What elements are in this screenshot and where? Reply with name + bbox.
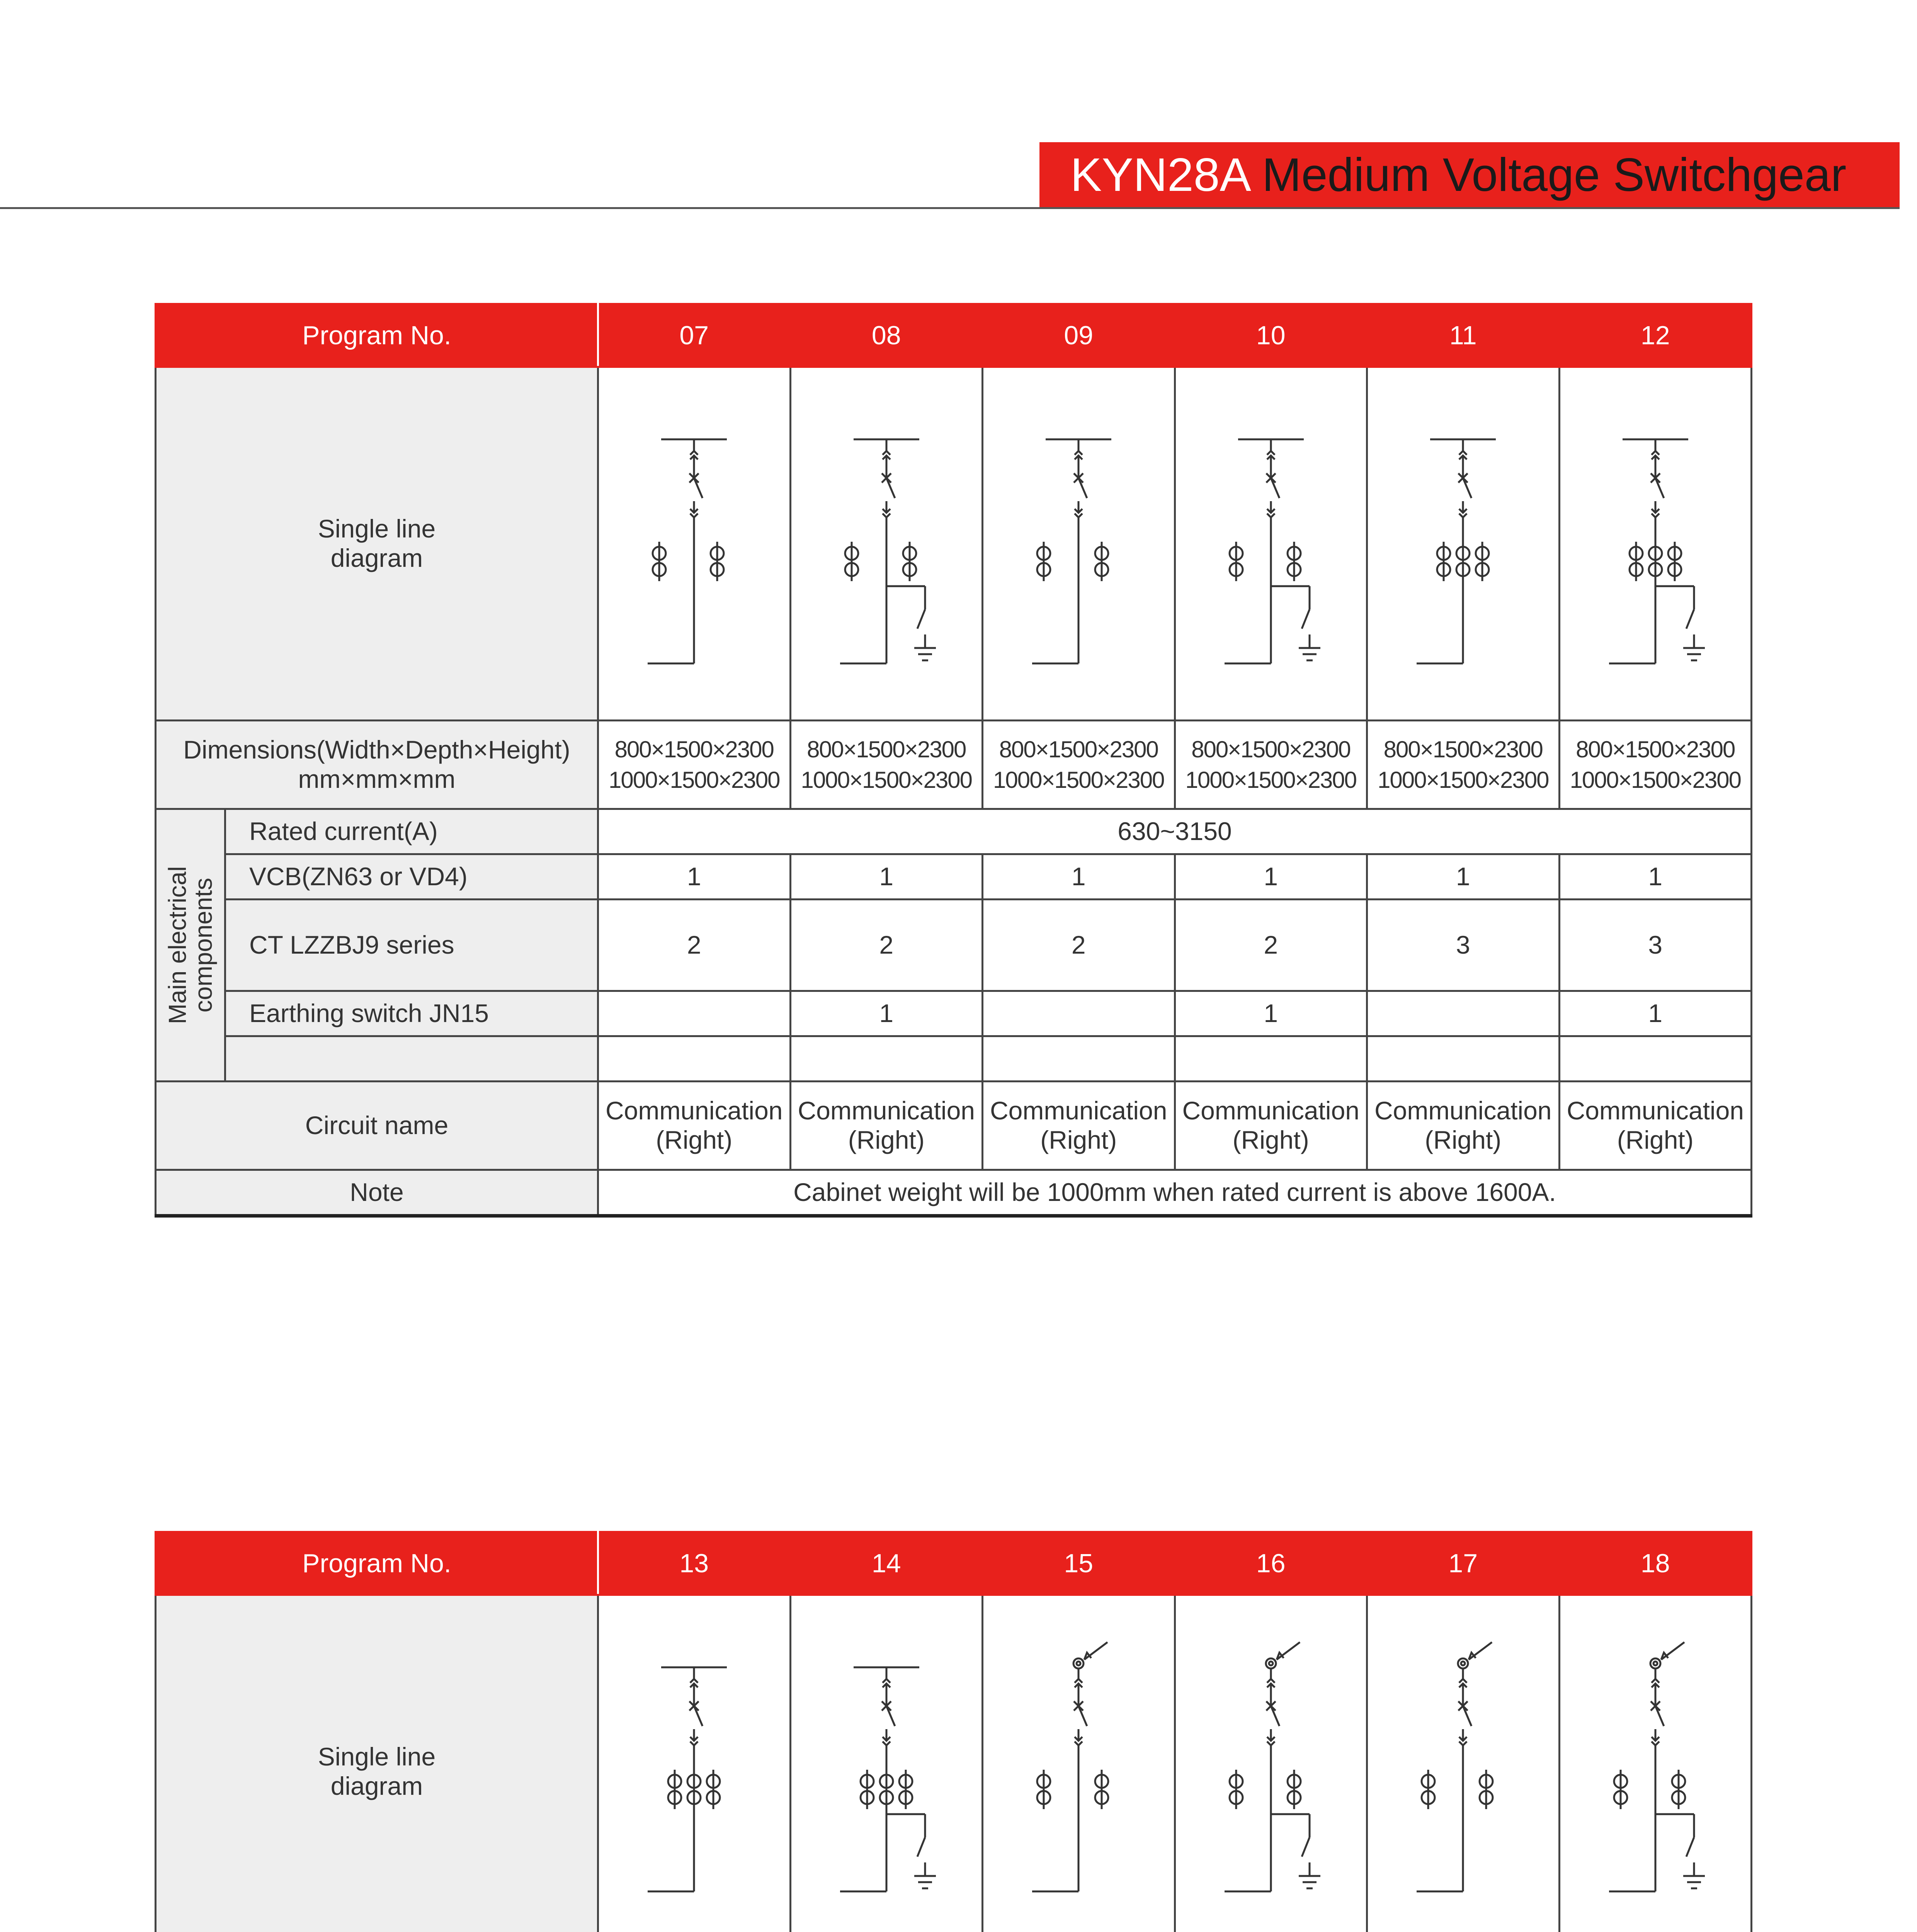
earthing-switch-value: 1: [1175, 991, 1367, 1036]
program-number: 18: [1559, 1532, 1752, 1595]
earthing-switch-icon: [1686, 609, 1694, 629]
earthing-switch-label: Earthing switch JN15: [225, 991, 598, 1036]
earthing-switch-value: 1: [790, 991, 983, 1036]
diagram-cell: [1175, 367, 1367, 721]
ct-label: CT LZZBJ9 series: [225, 900, 598, 991]
ct-value: 2: [598, 900, 791, 991]
spec-table-2: [155, 1531, 1750, 1932]
single-line-diagram: [821, 397, 952, 690]
dimensions-text: 1000×1500×2300: [993, 767, 1164, 793]
vcb-value: 1: [1559, 854, 1752, 900]
empty-cell: [1367, 1036, 1560, 1082]
dimensions-text: 1000×1500×2300: [1185, 767, 1356, 793]
program-number: 16: [1175, 1532, 1367, 1595]
program-no-header: Program No.: [156, 1532, 598, 1595]
model-name: KYN28A: [1070, 148, 1251, 201]
vcb-label: VCB(ZN63 or VD4): [225, 854, 598, 900]
dimensions-text: 800×1500×2300: [614, 736, 774, 762]
circuit-name-value: [1559, 1082, 1752, 1170]
circuit-name-text: (Right): [1617, 1126, 1694, 1154]
single-line-diagram: [628, 397, 760, 690]
program-number: 12: [1559, 304, 1752, 367]
circuit-name-text: (Right): [1232, 1126, 1309, 1154]
circuit-name-value: [1175, 1082, 1367, 1170]
earthing-switch-value: [1367, 991, 1560, 1036]
circuit-name-value: [1367, 1082, 1560, 1170]
earthing-switch-value: 1: [1559, 991, 1752, 1036]
rated-current-label: Rated current(A): [225, 809, 598, 854]
single-line-diagram: [628, 1625, 760, 1918]
circuit-name-text: Communication: [990, 1096, 1167, 1125]
group-label-text: Main electrical: [163, 866, 191, 1024]
circuit-name-text: Communication: [1374, 1096, 1552, 1125]
diagram-cell: [1367, 367, 1560, 721]
dimensions-value: [1559, 721, 1752, 809]
single-line-diagram: [1205, 397, 1337, 690]
header-banner: [1039, 142, 1900, 207]
spec-table-grid: [155, 1531, 1752, 1932]
circuit-name-text: Communication: [798, 1096, 975, 1125]
circuit-name-text: (Right): [848, 1126, 925, 1154]
circuit-name-value: [598, 1082, 791, 1170]
group-label-text: components: [189, 878, 217, 1013]
ct-value: 2: [1175, 900, 1367, 991]
diagram-cell: [1559, 1595, 1752, 1932]
program-number: 11: [1367, 304, 1560, 367]
single-line-diagram: [1590, 397, 1721, 690]
vcb-value: 1: [790, 854, 983, 900]
earthing-switch-icon: [1302, 1837, 1310, 1857]
circuit-name-text: Communication: [1182, 1096, 1360, 1125]
diagram-cell: [790, 1595, 983, 1932]
single-line-label-text: Single line: [318, 514, 436, 543]
dimensions-label: [156, 721, 598, 809]
circuit-name-text: Communication: [1567, 1096, 1744, 1125]
program-number: 10: [1175, 304, 1367, 367]
program-number: 15: [983, 1532, 1175, 1595]
cable-head-icon: [1077, 1662, 1080, 1665]
single-line-label: [156, 367, 598, 721]
earthing-switch-icon: [917, 609, 925, 629]
program-number: 17: [1367, 1532, 1560, 1595]
program-number: 14: [790, 1532, 983, 1595]
single-line-label-text: diagram: [330, 1772, 423, 1800]
page-title: Medium Voltage Switchgear: [1262, 148, 1847, 201]
circuit-name-text: (Right): [1040, 1126, 1117, 1154]
program-no-header: Program No.: [156, 304, 598, 367]
note-value: Cabinet weight will be 1000mm when rated current is above 1600A.: [598, 1170, 1752, 1216]
cable-head-icon: [1650, 1658, 1660, 1668]
single-line-diagram: [1397, 1625, 1529, 1918]
dimensions-text: 1000×1500×2300: [801, 767, 972, 793]
earthing-switch-icon: [1686, 1837, 1694, 1857]
cable-head-icon: [1266, 1658, 1276, 1668]
program-number: 13: [598, 1532, 791, 1595]
cable-head-icon: [1458, 1658, 1468, 1668]
dimensions-text: 1000×1500×2300: [608, 767, 780, 793]
empty-cell: [983, 1036, 1175, 1082]
incoming-arrow-icon: [1277, 1642, 1300, 1660]
ct-value: 3: [1559, 900, 1752, 991]
dimensions-value: [1175, 721, 1367, 809]
dimensions-text: 800×1500×2300: [807, 736, 966, 762]
single-line-label-text: diagram: [330, 544, 423, 572]
diagram-cell: [1559, 367, 1752, 721]
single-line-diagram: [1397, 397, 1529, 690]
program-number: 07: [598, 304, 791, 367]
spec-table-grid: [155, 303, 1752, 1218]
single-line-label: [156, 1595, 598, 1932]
empty-cell: [598, 1036, 791, 1082]
header-divider: [0, 207, 1900, 209]
program-number: 09: [983, 304, 1175, 367]
diagram-cell: [983, 367, 1175, 721]
single-line-diagram: [821, 1625, 952, 1918]
main-electrical-components-label: [156, 809, 225, 1082]
circuit-name-value: [790, 1082, 983, 1170]
dimensions-text: 1000×1500×2300: [1377, 767, 1549, 793]
note-label: Note: [156, 1170, 598, 1216]
dimensions-value: [598, 721, 791, 809]
earthing-switch-icon: [1302, 609, 1310, 629]
single-line-diagram: [1013, 397, 1144, 690]
dimensions-value: [790, 721, 983, 809]
earthing-switch-icon: [917, 1837, 925, 1857]
dimensions-text: 800×1500×2300: [1576, 736, 1735, 762]
circuit-name-text: (Right): [1425, 1126, 1502, 1154]
diagram-cell: [983, 1595, 1175, 1932]
rated-current-value: 630~3150: [598, 809, 1752, 854]
empty-cell: [1559, 1036, 1752, 1082]
diagram-cell: [1367, 1595, 1560, 1932]
circuit-name-value: [983, 1082, 1175, 1170]
diagram-cell: [598, 1595, 791, 1932]
dimensions-text: 800×1500×2300: [999, 736, 1158, 762]
incoming-arrow-icon: [1661, 1642, 1684, 1660]
cable-head-icon: [1653, 1662, 1657, 1665]
circuit-name-text: (Right): [656, 1126, 733, 1154]
vcb-value: 1: [598, 854, 791, 900]
circuit-name-label: Circuit name: [156, 1082, 598, 1170]
dimensions-value: [983, 721, 1175, 809]
cable-head-icon: [1073, 1658, 1084, 1668]
dimensions-text: 1000×1500×2300: [1570, 767, 1741, 793]
earthing-switch-value: [598, 991, 791, 1036]
diagram-cell: [598, 367, 791, 721]
single-line-label-text: Single line: [318, 1742, 436, 1771]
earthing-switch-value: [983, 991, 1175, 1036]
cable-head-icon: [1269, 1662, 1273, 1665]
vcb-value: 1: [1175, 854, 1367, 900]
dimensions-label-text: mm×mm×mm: [298, 765, 456, 793]
vcb-value: 1: [1367, 854, 1560, 900]
single-line-diagram: [1590, 1625, 1721, 1918]
diagram-cell: [1175, 1595, 1367, 1932]
single-line-diagram: [1013, 1625, 1144, 1918]
dimensions-value: [1367, 721, 1560, 809]
spec-table-1: [155, 303, 1750, 1218]
circuit-name-text: Communication: [605, 1096, 783, 1125]
single-line-diagram: [1205, 1625, 1337, 1918]
dimensions-text: 800×1500×2300: [1383, 736, 1543, 762]
ct-value: 2: [983, 900, 1175, 991]
empty-cell: [1175, 1036, 1367, 1082]
empty-label: [225, 1036, 598, 1082]
incoming-arrow-icon: [1084, 1642, 1107, 1660]
ct-value: 2: [790, 900, 983, 991]
dimensions-label-text: Dimensions(Width×Depth×Height): [183, 735, 570, 764]
program-number: 08: [790, 304, 983, 367]
ct-value: 3: [1367, 900, 1560, 991]
empty-cell: [790, 1036, 983, 1082]
diagram-cell: [790, 367, 983, 721]
dimensions-text: 800×1500×2300: [1191, 736, 1351, 762]
cable-head-icon: [1461, 1662, 1465, 1665]
vcb-value: 1: [983, 854, 1175, 900]
incoming-arrow-icon: [1469, 1642, 1492, 1660]
